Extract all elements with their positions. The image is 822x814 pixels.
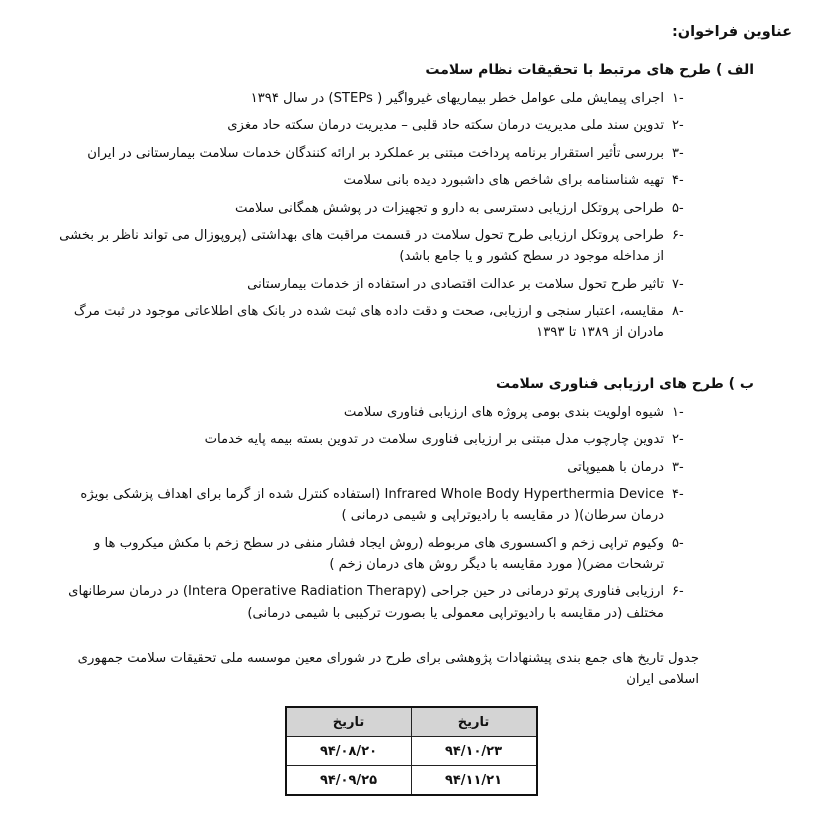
table-cell: ۹۴/۰۹/۲۵ [286,766,412,796]
list-marker: -۵ [672,535,684,551]
list-item-text: تدوین سند ملی مدیریت درمان سکته حاد قلبی – مدیریت درمان سکته حاد مغزی [227,118,664,134]
section-heading-b: ب ) طرح های ارزیابی فناوری سلامت [496,375,754,392]
list-item-text: طراحی پروتکل ارزیابی دسترسی به دارو و تجهیزات در پوشش همگانی سلامت [235,200,664,216]
list-item [58,301,694,344]
section-spacer [28,350,794,376]
list-marker: -۶ [672,584,684,600]
list-item [58,143,694,164]
list-item-text: وکیوم تراپی زخم و اکسسوری های مربوطه (روش ایجاد فشار منفی در سطح زخم با مکش میکروب ها و ترشحات مضر)( مورد مقایسه با دیگر روش های درمان زخم ) [93,535,664,572]
list-marker: -۴ [672,173,684,189]
dates-table-wrap [28,706,794,796]
list-item [58,198,694,219]
list-item [58,429,694,450]
list-item-text: تهیه شناسنامه برای شاخص های داشبورد دیده بانی سلامت [343,173,664,189]
table-row [286,766,537,796]
table-spacer [28,630,794,648]
section-heading-a: الف ) طرح های مرتبط با تحقیقات نظام سلامت [425,62,754,78]
list-item [58,581,694,624]
list-item [58,402,694,423]
list-marker: -۷ [672,276,684,292]
list-item-text: تدوین چارچوب مدل مبتنی بر ارزیابی فناوری سلامت در تدوین بسته بیمه پایه خدمات [204,432,664,448]
list-marker: -۲ [672,432,684,448]
list-item-text: ارزیابی فناوری پرتو درمانی در حین جراحی (Intera Operative Radiation Therapy) در درمان سرطانهای مختلف (در مقایسه با رادیوتراپی معمولی یا بصورت ترکیبی با شیمی درمانی) [68,584,664,621]
table-header-row [286,707,537,737]
list-item [58,88,694,109]
list-item [58,457,694,478]
page-title: عناوین فراخوان: [672,24,792,40]
table-cell: ۹۴/۱۱/۲۱ [411,766,537,796]
table-cell: ۹۴/۰۸/۲۰ [286,737,412,766]
list-item-text: درمان با هميوپاتی [567,459,664,475]
table-header-cell: تاریخ [286,707,412,737]
list-item-text: طراحی پروتکل ارزیابی طرح تحول سلامت در قسمت مراقبت های بهداشتی (پروپوزال می تواند ناظر بر بخشی از مداخله موجود در سطح کشور و یا جامع باشد) [59,227,664,265]
list-marker: -۱ [672,404,684,420]
list-marker: -۸ [672,304,684,319]
list-marker: -۳ [672,459,684,475]
list-item [58,170,694,191]
list-item-text: شیوه اولویت بندی بومی پروژه های ارزیابی فناوری سلامت [343,404,664,420]
list-item [58,484,694,527]
list-item-text: اجرای پیمایش ملی عوامل خطر بیماریهای غیرواگیر ( STEPs) در سال ۱۳۹۴ [250,91,664,106]
table-row [286,737,537,766]
list-marker: -۱ [672,91,684,106]
list-marker: -۳ [672,145,684,161]
section-b-list [58,402,694,624]
list-item-text: مقایسه، اعتبار سنجی و ارزیابی، صحت و دقت داده های ثبت شده در بانک های اطلاعاتی موجود در ثبت مرگ مادران از ۱۳۸۹ تا ۱۳۹۳ [73,304,664,341]
list-marker: -۴ [672,486,684,502]
list-marker: -۲ [672,118,684,134]
list-item-text: بررسی تأثیر استقرار برنامه پرداخت مبتنی بر عملکرد بر ارائه کنندگان خدمات سلامت بیمارستانی در ایران [87,145,664,161]
list-item [58,225,694,268]
list-item-text: Infrared Whole Body Hyperthermia Device (استفاده کنترل شده از گرما برای اهداف پزشکی بویژه درمان سرطان)( در مقایسه با رادیوتراپی و شیمی درمانی ) [80,486,664,524]
list-marker: -۵ [672,200,684,216]
section-a-list [58,88,694,344]
dates-table [285,706,538,796]
table-header-cell: تاریخ [411,707,537,737]
list-item-text: تاثیر طرح تحول سلامت بر عدالت اقتصادی در استفاده از خدمات بیمارستانی [247,276,664,292]
list-item [58,274,694,295]
table-caption: جدول تاریخ های جمع بندی پیشنهادات پژوهشی برای طرح در شورای معین موسسه ملی تحقیقات سلامت جمهوری اسلامی ایران [77,651,699,688]
list-marker: -۶ [672,227,684,243]
list-item [58,533,694,576]
table-cell: ۹۴/۱۰/۲۳ [411,737,537,766]
list-item [58,115,694,136]
